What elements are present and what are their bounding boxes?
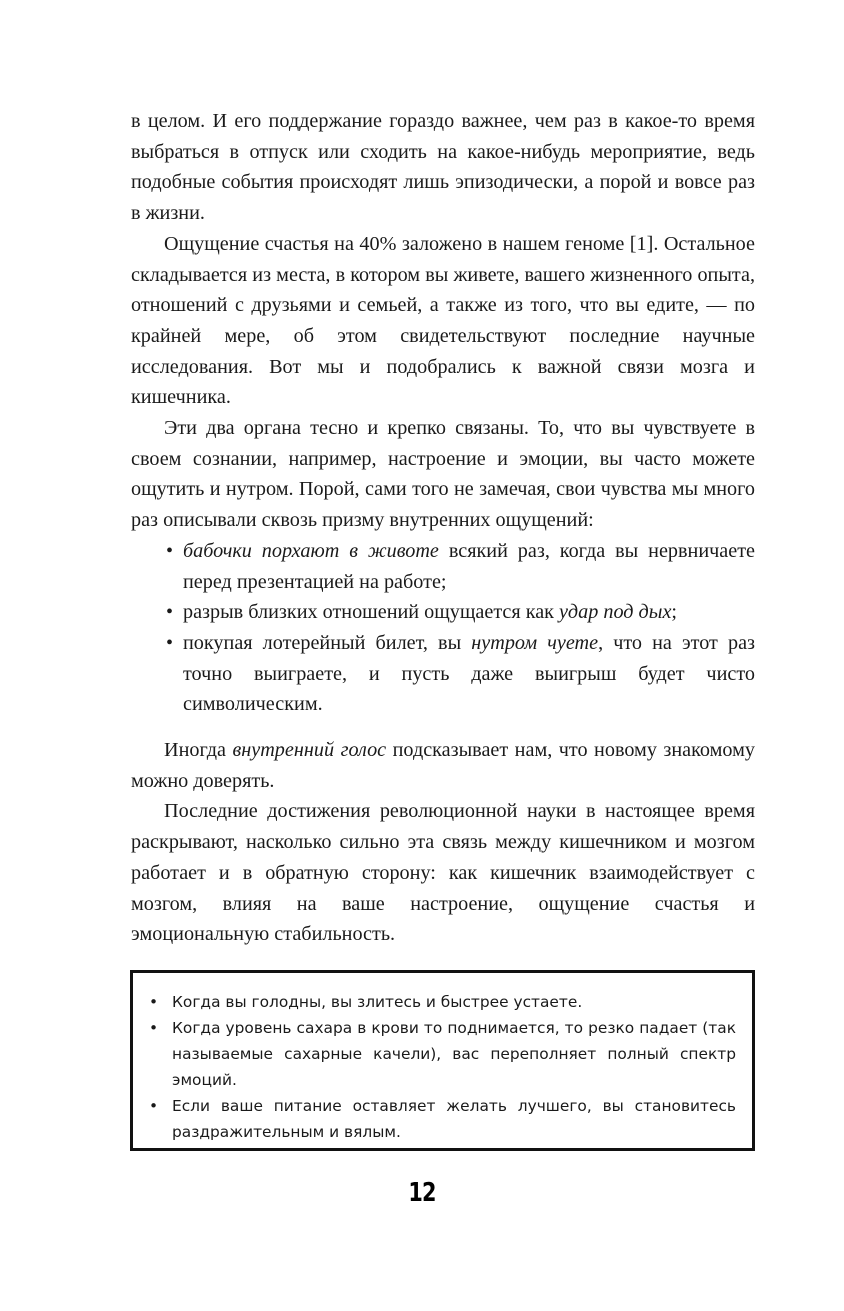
italic-phrase: бабочки порхают в животе: [183, 539, 439, 562]
page-number: 12: [408, 1178, 436, 1208]
bullet-icon: •: [166, 601, 174, 624]
list-item: [131, 628, 755, 720]
bullet-icon: •: [149, 1097, 159, 1115]
paragraph-text: Ощущение счастья на 40% заложено в нашем геноме [1]. Остальное складывается из места, в котором вы живете, вашего жизненного опыта, отношений с друзьями и семьей, а также из того, что вы едите, — по крайней мере, об этом свидетельствуют последние научные исследования. Вот мы и подобрались к важной связи мозга и кишечника.: [131, 232, 755, 409]
paragraph-1: [131, 106, 755, 229]
bullet-list: [131, 536, 755, 720]
list-item: [131, 536, 755, 597]
list-item-text: всякий раз, когда вы нервничаете перед презентацией на работе;: [183, 539, 755, 593]
callout-box: [130, 970, 755, 1151]
list-item: [131, 597, 755, 628]
list-item-text: , что на этот раз точно выиграете, и пусть даже выигрыш будет чисто символическим.: [183, 631, 756, 716]
paragraph-text: подсказывает нам, что новому знакомому можно доверять.: [131, 739, 755, 792]
spacer: [131, 720, 755, 735]
callout-list: [133, 973, 752, 1145]
list-item-text: ;: [671, 601, 678, 624]
paragraph-text: Иногда: [164, 739, 233, 762]
italic-phrase: удар под дых: [559, 601, 672, 624]
paragraph-3: [131, 413, 755, 536]
paragraph-5: [131, 796, 755, 950]
list-item-text: покупая лотерейный билет, вы: [183, 631, 472, 654]
callout-item: [133, 989, 736, 1015]
italic-phrase: нутром чуете: [471, 631, 599, 654]
bullet-icon: •: [166, 539, 174, 562]
list-item-text: разрыв близких отношений ощущается как: [183, 601, 560, 624]
paragraph-text: Последние достижения революционной науки в настоящее время раскрывают, насколько сильно эта связь между кишечником и мозгом работает и в обратную сторону: как кишечник взаимодействует с мозгом, влияя на ваше настроение, ощущение счастья и эмоциональную стабильность.: [131, 800, 755, 946]
callout-item: [133, 1093, 736, 1145]
paragraph-text: Эти два органа тесно и крепко связаны. То, что вы чувствуете в своем сознании, например, настроение и эмоции, вы часто можете ощутить и нутром. Порой, сами того не замечая, свои чувства мы много раз описывали сквозь призму внутренних ощущений:: [131, 417, 755, 532]
paragraph-2: [131, 229, 755, 413]
callout-item-text: Когда уровень сахара в крови то поднимается, то резко падает (так называемые сахарные качели), вас переполняет полный спектр эмоций.: [172, 1019, 736, 1089]
bullet-icon: •: [166, 631, 174, 654]
callout-item: [133, 1015, 736, 1093]
bullet-icon: •: [149, 1019, 159, 1037]
italic-phrase: внутренний голос: [232, 739, 387, 762]
callout-item-text: Если ваше питание оставляет желать лучшего, вы становитесь раздражительным и вялым.: [172, 1097, 736, 1141]
paragraph-text: в целом. И его поддержание гораздо важнее, чем раз в какое-то время выбраться в отпуск или сходить на какое-нибудь мероприятие, ведь подобные события происходят лишь эпизодически, а порой и вовсе раз в жизни.: [131, 110, 755, 225]
page-body: [131, 106, 755, 950]
paragraph-4: [131, 735, 755, 796]
callout-item-text: Когда вы голодны, вы злитесь и быстрее устаете.: [172, 993, 583, 1011]
bullet-icon: •: [149, 993, 159, 1011]
